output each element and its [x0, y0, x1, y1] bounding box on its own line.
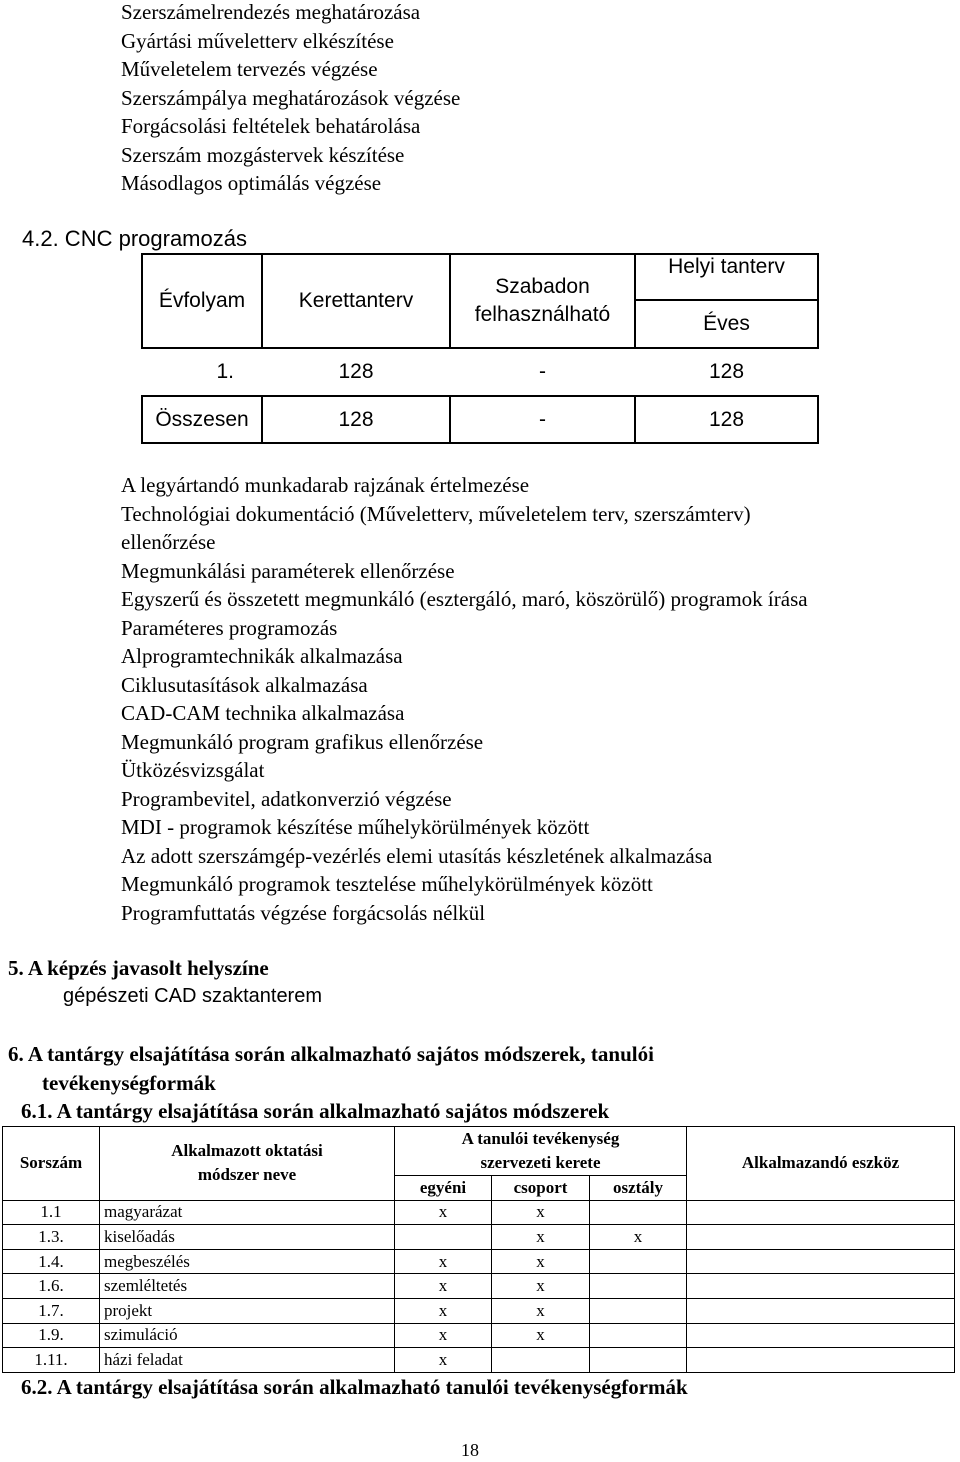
list-item: Forgácsolási feltételek behatárolása	[121, 114, 421, 138]
row-osztaly	[590, 1249, 687, 1274]
row-csoport: x	[492, 1298, 590, 1323]
list-item: Szerszámelrendezés meghatározása	[121, 0, 421, 24]
row-num: 1.9.	[3, 1323, 100, 1348]
row1-szabadon: -	[539, 360, 546, 383]
row2-evfolyam: Összesen	[142, 396, 262, 443]
row-eszkoz	[687, 1225, 955, 1250]
row-csoport: x	[492, 1323, 590, 1348]
row-egyeni: x	[395, 1323, 492, 1348]
row-method: szimuláció	[100, 1323, 395, 1348]
row-eszkoz	[687, 1249, 955, 1274]
row-method: magyarázat	[100, 1200, 395, 1225]
row-eszkoz	[687, 1348, 955, 1373]
list-item: Megmunkáló programok tesztelése műhelykörülmények között	[121, 872, 653, 896]
list-item: Másodlagos optimálás végzése	[121, 171, 382, 195]
list-item: Egyszerű és összetett megmunkáló (esztergáló, maró, köszörülő) programok írása	[121, 587, 808, 611]
header-helyi: Helyi tanterv	[635, 254, 818, 300]
header-tevekenyseg-line2: szervezeti kerete	[480, 1153, 601, 1172]
list-item: Az adott szerszámgép-vezérlés elemi utasítás készletének alkalmazása	[121, 843, 713, 868]
header-eves: Éves	[635, 300, 818, 348]
header-szabadon-line2: felhasználható	[474, 303, 611, 326]
row-egyeni: x	[395, 1274, 492, 1299]
list-item: Technológiai dokumentáció (Műveletterv, műveletelem terv, szerszámterv)	[121, 501, 751, 526]
list-item: Műveletelem tervezés végzése	[121, 57, 378, 81]
row-eszkoz	[687, 1274, 955, 1299]
row-egyeni: x	[395, 1348, 492, 1373]
header-modszer-line2: módszer neve	[197, 1165, 297, 1185]
row-csoport: x	[492, 1225, 590, 1250]
methods-table	[2, 1126, 955, 1373]
header-sorszam: Sorszám	[3, 1127, 100, 1201]
table-row	[3, 1348, 955, 1373]
section-6-1-heading: 6.1. A tantárgy elsajátítása során alkalmazható sajátos módszerek	[21, 1099, 610, 1123]
header-szabadon-line1: Szabadon	[495, 275, 590, 298]
row-csoport: x	[492, 1200, 590, 1225]
header-osztaly: osztály	[590, 1176, 687, 1201]
list-item: Szerszám mozgástervek készítése	[121, 142, 405, 167]
row-csoport: x	[492, 1274, 590, 1299]
row2-szabadon: -	[450, 396, 635, 443]
row-method: házi feladat	[100, 1348, 395, 1373]
row-num: 1.1	[3, 1200, 100, 1225]
row-osztaly	[590, 1298, 687, 1323]
section-5-value: gépészeti CAD szaktanterem	[63, 985, 323, 1007]
header-evfolyam: Évfolyam	[142, 254, 262, 348]
row1-kerettanterv: 128	[338, 360, 374, 383]
row-eszkoz	[687, 1298, 955, 1323]
row-osztaly	[590, 1323, 687, 1348]
header-csoport: csoport	[492, 1176, 590, 1201]
section-5-heading: 5. A képzés javasolt helyszíne	[8, 956, 269, 980]
section-6-2-heading: 6.2. A tantárgy elsajátítása során alkalmazható tanulói tevékenységformák	[21, 1375, 688, 1399]
row-method: kiselőadás	[100, 1225, 395, 1250]
page-number: 18	[461, 1440, 479, 1460]
header-egyeni: egyéni	[395, 1176, 492, 1201]
header-modszer	[100, 1127, 395, 1201]
row-csoport	[492, 1348, 590, 1373]
list-item: Megmunkáló program grafikus ellenőrzése	[121, 729, 484, 754]
row-eszkoz	[687, 1200, 955, 1225]
list-item: Programbevitel, adatkonverzió végzése	[121, 786, 452, 811]
row-method: szemléltetés	[100, 1274, 395, 1299]
list-item: A legyártandó munkadarab rajzának értelmezése	[121, 473, 530, 497]
row1-eves: 128	[708, 360, 745, 383]
row-osztaly	[590, 1274, 687, 1299]
row-osztaly: x	[590, 1225, 687, 1250]
row-osztaly	[590, 1200, 687, 1225]
row-eszkoz	[687, 1323, 955, 1348]
row2-eves: 128	[635, 396, 818, 443]
row-num: 1.7.	[3, 1298, 100, 1323]
cnc-topic-list	[121, 471, 808, 927]
row1-evfolyam: 1.	[216, 360, 234, 383]
header-tevekenyseg	[395, 1127, 687, 1176]
list-item: Szerszámpálya meghatározások végzése	[121, 85, 461, 110]
row-num: 1.4.	[3, 1249, 100, 1274]
header-szabadon	[450, 254, 635, 348]
table-row	[3, 1225, 955, 1250]
list-item: Paraméteres programozás	[121, 615, 338, 640]
list-item: Ciklusutasítások alkalmazása	[121, 672, 368, 697]
header-eszkoz: Alkalmazandó eszköz	[687, 1127, 955, 1201]
section-4-2-heading: 4.2. CNC programozás	[22, 226, 247, 251]
row-egyeni: x	[395, 1200, 492, 1225]
table-row	[3, 1200, 955, 1225]
header-modszer-line1: Alkalmazott oktatási	[171, 1141, 323, 1161]
row-egyeni: x	[395, 1249, 492, 1274]
row-egyeni	[395, 1225, 492, 1250]
hours-table	[141, 253, 819, 444]
table-row	[3, 1249, 955, 1274]
list-item: Megmunkálási paraméterek ellenőrzése	[121, 558, 455, 583]
top-task-list	[121, 0, 460, 198]
list-item: Gyártási műveletterv elkészítése	[121, 28, 394, 53]
row-egyeni: x	[395, 1298, 492, 1323]
row-num: 1.11.	[3, 1348, 100, 1373]
section-6-heading-line1: 6. A tantárgy elsajátítása során alkalmazható sajátos módszerek, tanulói	[8, 1042, 654, 1066]
row-num: 1.3.	[3, 1225, 100, 1250]
table-row	[3, 1298, 955, 1323]
row-csoport: x	[492, 1249, 590, 1274]
list-item: Alprogramtechnikák alkalmazása	[121, 644, 403, 668]
list-item: MDI - programok készítése műhelykörülmények között	[121, 815, 590, 839]
list-item: CAD-CAM technika alkalmazása	[121, 701, 405, 725]
row-method: megbeszélés	[100, 1249, 395, 1274]
row-method: projekt	[100, 1298, 395, 1323]
list-item: ellenőrzése	[121, 530, 216, 554]
header-tevekenyseg-line1: A tanulói tevékenység	[461, 1129, 620, 1148]
table-row	[3, 1274, 955, 1299]
row-osztaly	[590, 1348, 687, 1373]
list-item: Ütközésvizsgálat	[121, 758, 265, 782]
section-6-heading-line2: tevékenységformák	[42, 1071, 216, 1095]
row-num: 1.6.	[3, 1274, 100, 1299]
table-row	[3, 1323, 955, 1348]
header-kerettanterv: Kerettanterv	[262, 254, 450, 348]
list-item: Programfuttatás végzése forgácsolás nélkül	[121, 900, 486, 925]
row2-kerettanterv: 128	[262, 396, 450, 443]
